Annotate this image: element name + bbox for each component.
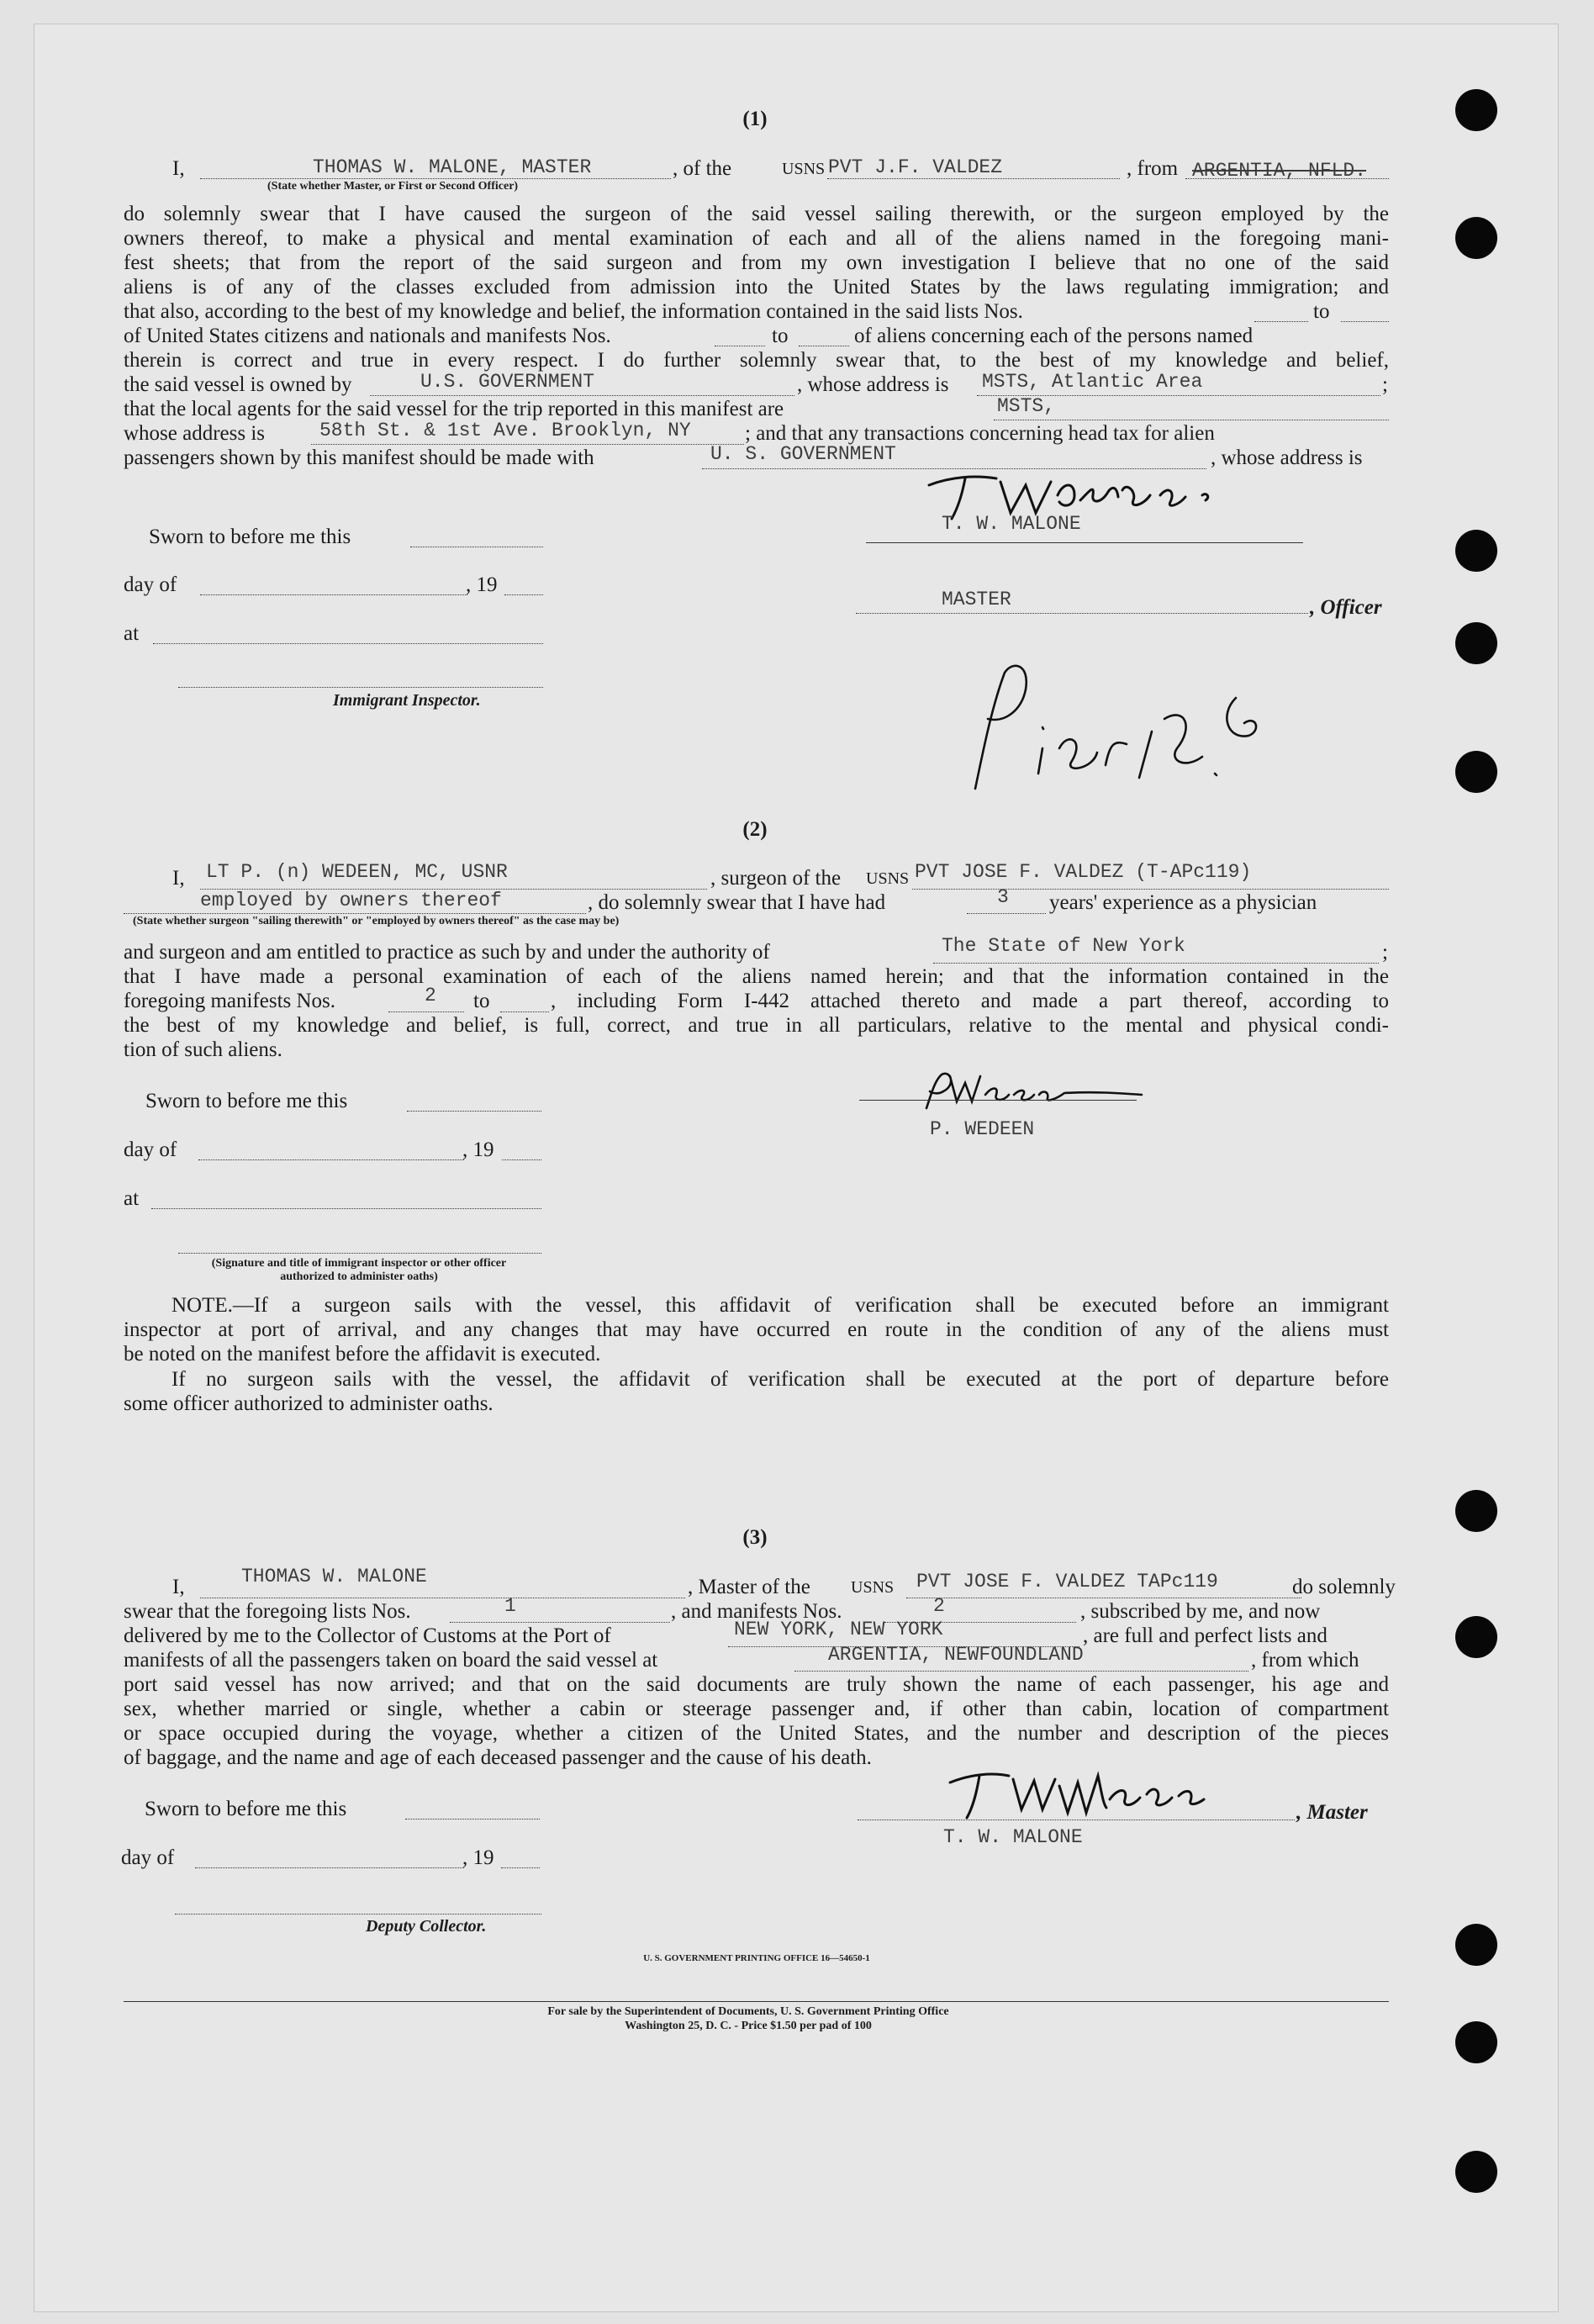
- body-line: that also, according to the best of my knowledge and belief, the information contained in the said lists Nos.: [124, 300, 1023, 323]
- note-line: be noted on the manifest before the affidavit is executed.: [124, 1343, 601, 1365]
- body-line: owners thereof, to make a physical and mental examination of each and all of the aliens named in the foregoing mani-: [124, 227, 1389, 250]
- year-label: , 19: [462, 1138, 494, 1161]
- punch-hole: [1455, 2151, 1497, 2193]
- lists-value: 1: [504, 1595, 516, 1617]
- day-line: [195, 1867, 464, 1868]
- employment-value: employed by owners thereof: [200, 890, 502, 911]
- body-line: sex, whether married or single, whether a cabin or steerage passenger and, if other than cabin, location of compartment: [124, 1698, 1389, 1720]
- whose-address-end: , whose address is: [1211, 446, 1363, 469]
- agents-address-label: whose address is: [124, 422, 266, 445]
- section-2-number: (2): [742, 818, 768, 841]
- footer-rule: [124, 2001, 1389, 2002]
- head-tax-party: U. S. GOVERNMENT: [710, 443, 896, 465]
- body-line: of aliens concerning each of the persons named: [854, 325, 1254, 347]
- manifests-label: foregoing manifests Nos.: [124, 990, 336, 1012]
- from-which-label: , from which: [1251, 1649, 1359, 1672]
- day-line: [200, 594, 467, 595]
- at-line: [151, 1208, 541, 1209]
- agents-label: that the local agents for the said vessel for the trip reported in this manifest are: [124, 398, 784, 420]
- semicolon: ;: [1382, 373, 1388, 396]
- section-3-i: I,: [172, 1576, 185, 1598]
- of-the-label: , of the: [673, 157, 732, 180]
- board-port: ARGENTIA, NEWFOUNDLAND: [828, 1644, 1084, 1666]
- agents-value: MSTS,: [997, 395, 1056, 417]
- master-title: MASTER: [942, 589, 1011, 610]
- vessel-line: [912, 889, 1389, 890]
- year-line: [502, 1159, 541, 1160]
- do-solemnly: do solemnly: [1292, 1576, 1396, 1598]
- owner-line: [370, 395, 794, 396]
- whose-address-label: , whose address is: [797, 373, 949, 396]
- section-3-number: (3): [742, 1526, 768, 1549]
- lists-label: swear that the foregoing lists Nos.: [124, 1600, 411, 1623]
- surgeon-of-label: , surgeon of the: [710, 867, 842, 890]
- owned-by-label: the said vessel is owned by: [124, 373, 352, 396]
- year-label: , 19: [462, 1846, 494, 1869]
- officer-line: [856, 613, 1308, 614]
- at-label: at: [124, 622, 140, 645]
- surgeon-sign-line: [859, 1100, 1137, 1101]
- day-of-label: day of: [124, 573, 177, 596]
- punch-hole: [1455, 217, 1497, 259]
- collector-label: Deputy Collector.: [366, 1917, 487, 1936]
- owner-value: U.S. GOVERNMENT: [420, 371, 595, 393]
- inspector-sign-line: [178, 687, 543, 688]
- years-tail: years' experience as a physician: [1049, 891, 1317, 914]
- punch-hole: [1455, 1924, 1497, 1966]
- body-line: of United States citizens and nationals and manifests Nos.: [124, 325, 611, 347]
- at-line: [153, 643, 543, 644]
- vessel-name: PVT J.F. VALDEZ: [828, 156, 1003, 178]
- body-line: of baggage, and the name and age of each deceased passenger and the cause of his death.: [124, 1746, 872, 1769]
- body-line: or space occupied during the voyage, whether a citizen of the United States, and the number and description of the pieces: [124, 1722, 1389, 1745]
- body-line: that I have made a personal examination of each of the aliens named herein; and that the information contained in the: [124, 965, 1389, 988]
- pier-handwriting: [958, 647, 1278, 799]
- to-label: to: [473, 990, 490, 1012]
- vessel-line: [827, 178, 1120, 179]
- sworn-label: Sworn to before me this: [145, 1798, 347, 1820]
- lists-line: [450, 1622, 670, 1623]
- employment-caption: (State whether surgeon "sailing therewith" or "employed by owners thereof" as the case may be): [133, 915, 620, 927]
- body-line: aliens is of any of the classes excluded from admission into the United States by the laws regulating immigration; and: [124, 276, 1389, 298]
- officer-label: , Officer: [1310, 596, 1382, 619]
- section-2-i: I,: [172, 867, 185, 890]
- body-line: port said vessel has now arrived; and that on the said documents are truly shown the name of each passenger, his age and: [124, 1673, 1389, 1696]
- body-line: do solemnly swear that I have caused the surgeon of the said vessel sailing therewith, or the surgeon employed by the: [124, 203, 1389, 225]
- note-line: some officer authorized to administer oaths.: [124, 1392, 494, 1415]
- owner-address: MSTS, Atlantic Area: [982, 371, 1203, 393]
- body-line: fest sheets; that from the report of the said surgeon and from my own investigation I believe that no one of the said: [124, 251, 1389, 274]
- state-caption: (State whether Master, or First or Second Officer): [267, 180, 519, 193]
- signature-caption: (Signature and title of immigrant inspector or other officer authorized to administer oaths): [211, 1257, 507, 1283]
- port-value: NEW YORK, NEW YORK: [734, 1619, 943, 1640]
- punch-hole: [1455, 1616, 1497, 1658]
- manifests-to-line: [500, 1011, 549, 1012]
- master-signed-name: T. W. MALONE: [943, 1826, 1083, 1848]
- from-label: , from: [1127, 157, 1179, 180]
- passengers-label: passengers shown by this manifest should be made with: [124, 446, 594, 469]
- to-label: to: [1313, 300, 1330, 323]
- year-line: [504, 594, 543, 595]
- master-name: THOMAS W. MALONE: [241, 1566, 427, 1587]
- years-label: , do solemnly swear that I have had: [588, 891, 886, 914]
- day-of-label: day of: [124, 1138, 177, 1161]
- list-to-line: [1341, 321, 1389, 322]
- year-label: , 19: [466, 573, 498, 596]
- authority-value: The State of New York: [942, 935, 1185, 957]
- officer-sign-line: [178, 1253, 541, 1254]
- from-place: ARGENTIA, NFLD.: [1192, 160, 1367, 182]
- punch-hole: [1455, 751, 1497, 793]
- inspector-label: Immigrant Inspector.: [333, 691, 481, 710]
- master-signature-2: [942, 1766, 1227, 1825]
- delivered-label: delivered by me to the Collector of Customs at the Port of: [124, 1624, 611, 1647]
- manifests-value: 2: [933, 1595, 945, 1617]
- surgeon-signed-name: P. WEDEEN: [930, 1118, 1035, 1140]
- vessel-name: PVT JOSE F. VALDEZ TAPc119: [916, 1571, 1218, 1592]
- manifests-label: , and manifests Nos.: [671, 1600, 842, 1623]
- punch-hole: [1455, 622, 1497, 664]
- master-name-line: [200, 178, 671, 179]
- body-line: therein is correct and true in every respect. I do further solemnly swear that, to the best of my knowledge and belief,: [124, 349, 1389, 372]
- footer-line-2: Washington 25, D. C. - Price $1.50 per pad of 100: [625, 2020, 872, 2032]
- years-value: 3: [997, 886, 1009, 908]
- footer-line-1: For sale by the Superintendent of Documents, U. S. Government Printing Office: [547, 2005, 949, 2018]
- authority-label: and surgeon and am entitled to practice as such by and under the authority of: [124, 941, 770, 964]
- note-line: NOTE.—If a surgeon sails with the vessel, this affidavit of verification shall be executed before an immigrant: [172, 1294, 1389, 1317]
- agents-address: 58th St. & 1st Ave. Brooklyn, NY: [319, 420, 691, 441]
- surgeon-signature: [916, 1068, 1152, 1118]
- vessel-name: PVT JOSE F. VALDEZ (T-APc119): [915, 861, 1252, 883]
- punch-hole: [1455, 1490, 1497, 1532]
- employment-line: [124, 913, 586, 914]
- head-tax-label: ; and that any transactions concerning head tax for alien: [745, 422, 1215, 445]
- sworn-line: [407, 1111, 541, 1112]
- punch-hole: [1455, 530, 1497, 572]
- sworn-label: Sworn to before me this: [149, 526, 351, 548]
- usns-prefix: USNS: [866, 869, 910, 888]
- section-1-number: (1): [742, 108, 768, 130]
- section-1-i: I,: [172, 157, 185, 180]
- agents-address-line: [311, 444, 744, 445]
- punch-hole: [1455, 2021, 1497, 2063]
- master-signed-name: T. W. MALONE: [942, 513, 1081, 535]
- usns-prefix: USNS: [851, 1578, 895, 1597]
- note-line: inspector at port of arrival, and any changes that may have occurred en route in the condition of any of the aliens must: [124, 1318, 1389, 1341]
- semicolon: ;: [1382, 941, 1388, 964]
- manifests-of-label: manifests of all the passengers taken on board the said vessel at: [124, 1649, 658, 1672]
- punch-hole: [1455, 89, 1497, 131]
- surgeon-name: LT P. (n) WEDEEN, MC, USNR: [206, 861, 508, 883]
- sworn-label: Sworn to before me this: [145, 1090, 348, 1112]
- subscribed-label: , subscribed by me, and now: [1080, 1600, 1321, 1623]
- manifests-from-line: [388, 1011, 464, 1012]
- usns-prefix: USNS: [782, 160, 826, 178]
- year-line: [501, 1867, 540, 1868]
- collector-sign-line: [175, 1914, 541, 1915]
- board-port-line: [794, 1671, 1248, 1672]
- day-of-label: day of: [121, 1846, 175, 1869]
- master-label: , Master: [1296, 1801, 1368, 1824]
- body-line: the best of my knowledge and belief, is full, correct, and true in all particulars, relative to the mental and physical condi-: [124, 1014, 1389, 1037]
- to-label: to: [772, 325, 789, 347]
- master-of-label: , Master of the: [688, 1576, 810, 1598]
- note-line: If no surgeon sails with the vessel, the affidavit of verification shall be executed at the port of departure before: [172, 1368, 1389, 1391]
- master-name: THOMAS W. MALONE, MASTER: [313, 156, 592, 178]
- printer-line: U. S. GOVERNMENT PRINTING OFFICE 16—54650-1: [643, 1953, 870, 1963]
- sworn-line: [405, 1819, 540, 1820]
- authority-line: [933, 963, 1379, 964]
- pier-text: Pier 12 S.I.: [958, 647, 963, 648]
- manifests-from: 2: [425, 985, 436, 1006]
- body-line: tion of such aliens.: [124, 1038, 282, 1061]
- including-label: , including Form I-442 attached thereto and made a part thereof, according to: [551, 990, 1389, 1012]
- full-lists-label: , are full and perfect lists and: [1083, 1624, 1327, 1647]
- years-line: [967, 913, 1046, 914]
- master-sign-line: [866, 542, 1303, 543]
- at-label: at: [124, 1187, 140, 1210]
- day-line: [198, 1159, 464, 1160]
- list-from-line: [1254, 321, 1308, 322]
